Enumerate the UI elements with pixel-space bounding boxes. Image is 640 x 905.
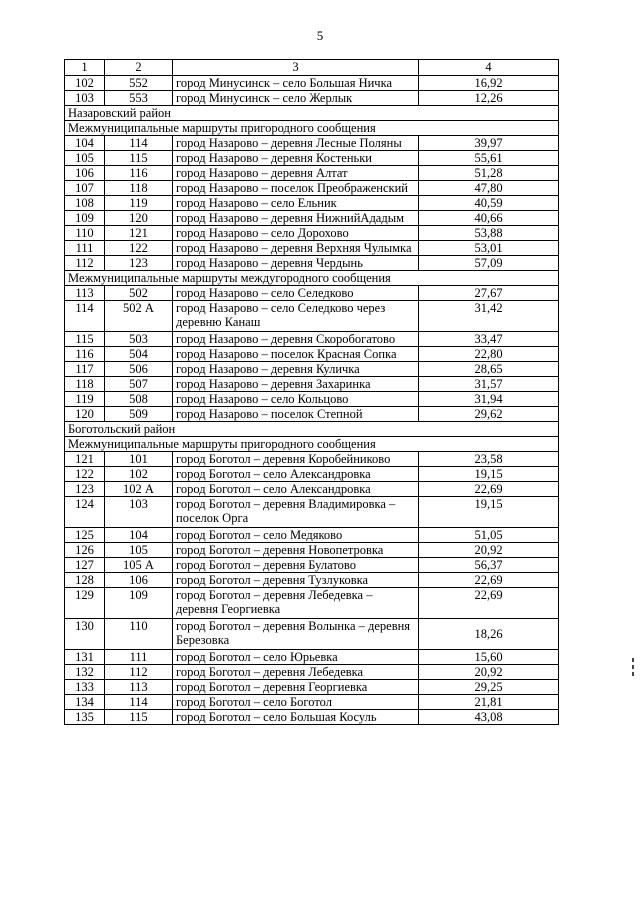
table-row bbox=[65, 151, 559, 166]
route-distance: 43,08 bbox=[419, 710, 559, 725]
route-distance: 20,92 bbox=[419, 665, 559, 680]
route-distance: 57,09 bbox=[419, 256, 559, 271]
route-code: 121 bbox=[105, 226, 173, 241]
table-row bbox=[65, 695, 559, 710]
section-heading: Межмуниципальные маршруты междугородного сообщения bbox=[65, 271, 559, 286]
route-distance: 19,15 bbox=[419, 467, 559, 482]
route-name: город Назарово – поселок Степной bbox=[173, 407, 419, 422]
row-number: 113 bbox=[65, 286, 105, 301]
route-distance: 39,97 bbox=[419, 136, 559, 151]
route-name: город Боготол – деревня Владимировка – поселок Орга bbox=[173, 497, 419, 528]
route-name: город Боготол – деревня Лебедевка bbox=[173, 665, 419, 680]
route-code: 123 bbox=[105, 256, 173, 271]
table-row bbox=[65, 407, 559, 422]
row-number: 106 bbox=[65, 166, 105, 181]
table-row bbox=[65, 301, 559, 332]
route-code: 113 bbox=[105, 680, 173, 695]
route-distance: 19,15 bbox=[419, 497, 559, 528]
table-row bbox=[65, 619, 559, 650]
route-code: 109 bbox=[105, 588, 173, 619]
route-code: 115 bbox=[105, 710, 173, 725]
route-name: город Боготол – деревня Волынка – деревня Березовка bbox=[173, 619, 419, 650]
table-row bbox=[65, 482, 559, 497]
section-heading: Назаровский район bbox=[65, 106, 559, 121]
route-distance: 29,25 bbox=[419, 680, 559, 695]
route-code: 508 bbox=[105, 392, 173, 407]
route-distance: 47,80 bbox=[419, 181, 559, 196]
row-number: 108 bbox=[65, 196, 105, 211]
table-header bbox=[65, 60, 559, 76]
row-number: 130 bbox=[65, 619, 105, 650]
table-row bbox=[65, 226, 559, 241]
row-number: 110 bbox=[65, 226, 105, 241]
route-distance: 22,69 bbox=[419, 588, 559, 619]
route-code: 552 bbox=[105, 76, 173, 91]
row-number: 124 bbox=[65, 497, 105, 528]
route-name: город Назарово – деревня НижнийАдадым bbox=[173, 211, 419, 226]
route-distance: 56,37 bbox=[419, 558, 559, 573]
route-distance: 31,57 bbox=[419, 377, 559, 392]
route-distance: 20,92 bbox=[419, 543, 559, 558]
route-name: город Назарово – село Селедково bbox=[173, 286, 419, 301]
table-row bbox=[65, 136, 559, 151]
table-row bbox=[65, 347, 559, 362]
table-row bbox=[65, 256, 559, 271]
table-row bbox=[65, 91, 559, 106]
route-name: город Боготол – село Большая Косуль bbox=[173, 710, 419, 725]
route-code: 103 bbox=[105, 497, 173, 528]
header-col-4: 4 bbox=[419, 60, 559, 76]
route-distance: 40,59 bbox=[419, 196, 559, 211]
table-row bbox=[65, 181, 559, 196]
route-code: 553 bbox=[105, 91, 173, 106]
row-number: 121 bbox=[65, 452, 105, 467]
row-number: 128 bbox=[65, 573, 105, 588]
row-number: 131 bbox=[65, 650, 105, 665]
row-number: 114 bbox=[65, 301, 105, 332]
route-code: 122 bbox=[105, 241, 173, 256]
section-heading-row bbox=[65, 422, 559, 437]
route-name: город Назарово – деревня Захаринка bbox=[173, 377, 419, 392]
route-distance: 15,60 bbox=[419, 650, 559, 665]
route-code: 115 bbox=[105, 151, 173, 166]
route-code: 116 bbox=[105, 166, 173, 181]
routes-table bbox=[64, 59, 559, 725]
table-row bbox=[65, 680, 559, 695]
route-name: город Назарово – деревня Алтат bbox=[173, 166, 419, 181]
table-row bbox=[65, 467, 559, 482]
route-distance: 51,05 bbox=[419, 528, 559, 543]
route-name: город Боготол – деревня Булатово bbox=[173, 558, 419, 573]
row-number: 135 bbox=[65, 710, 105, 725]
row-number: 120 bbox=[65, 407, 105, 422]
route-name: город Назарово – деревня Скоробогатово bbox=[173, 332, 419, 347]
page-number: 5 bbox=[316, 28, 324, 43]
route-code: 509 bbox=[105, 407, 173, 422]
table-row bbox=[65, 377, 559, 392]
route-code: 503 bbox=[105, 332, 173, 347]
route-distance: 28,65 bbox=[419, 362, 559, 377]
route-name: город Минусинск – село Жерлык bbox=[173, 91, 419, 106]
route-distance: 31,94 bbox=[419, 392, 559, 407]
row-number: 134 bbox=[65, 695, 105, 710]
section-heading-row bbox=[65, 106, 559, 121]
row-number: 116 bbox=[65, 347, 105, 362]
row-number: 117 bbox=[65, 362, 105, 377]
route-distance: 51,28 bbox=[419, 166, 559, 181]
section-heading: Боготольский район bbox=[65, 422, 559, 437]
route-code: 504 bbox=[105, 347, 173, 362]
route-name: город Минусинск – село Большая Ничка bbox=[173, 76, 419, 91]
route-code: 110 bbox=[105, 619, 173, 650]
header-col-1: 1 bbox=[65, 60, 105, 76]
route-name: город Боготол – село Медяково bbox=[173, 528, 419, 543]
route-name: город Назарово – село Ельник bbox=[173, 196, 419, 211]
route-name: город Боготол – деревня Лебедевка – деревня Георгиевка bbox=[173, 588, 419, 619]
route-distance: 18,26 bbox=[419, 619, 559, 650]
route-code: 105 bbox=[105, 543, 173, 558]
table-body bbox=[65, 76, 559, 725]
route-distance: 21,81 bbox=[419, 695, 559, 710]
row-number: 119 bbox=[65, 392, 105, 407]
table-row bbox=[65, 76, 559, 91]
table-row bbox=[65, 710, 559, 725]
route-code: 102 bbox=[105, 467, 173, 482]
row-number: 123 bbox=[65, 482, 105, 497]
table-row bbox=[65, 558, 559, 573]
route-distance: 53,88 bbox=[419, 226, 559, 241]
table-row bbox=[65, 497, 559, 528]
route-distance: 22,69 bbox=[419, 573, 559, 588]
row-number: 112 bbox=[65, 256, 105, 271]
route-code: 114 bbox=[105, 695, 173, 710]
table-row bbox=[65, 332, 559, 347]
route-name: город Боготол – село Юрьевка bbox=[173, 650, 419, 665]
header-col-3: 3 bbox=[173, 60, 419, 76]
route-name: город Назарово – деревня Чердынь bbox=[173, 256, 419, 271]
section-heading-row bbox=[65, 121, 559, 136]
route-distance: 27,67 bbox=[419, 286, 559, 301]
row-number: 126 bbox=[65, 543, 105, 558]
row-number: 109 bbox=[65, 211, 105, 226]
route-code: 118 bbox=[105, 181, 173, 196]
row-number: 107 bbox=[65, 181, 105, 196]
route-name: город Назарово – поселок Преображенский bbox=[173, 181, 419, 196]
route-distance: 31,42 bbox=[419, 301, 559, 332]
route-name: город Назарово – деревня Костеньки bbox=[173, 151, 419, 166]
row-number: 122 bbox=[65, 467, 105, 482]
route-code: 506 bbox=[105, 362, 173, 377]
route-code: 112 bbox=[105, 665, 173, 680]
row-number: 118 bbox=[65, 377, 105, 392]
route-distance: 22,69 bbox=[419, 482, 559, 497]
table-row bbox=[65, 166, 559, 181]
route-distance: 33,47 bbox=[419, 332, 559, 347]
route-distance: 40,66 bbox=[419, 211, 559, 226]
table-row bbox=[65, 241, 559, 256]
table-row bbox=[65, 650, 559, 665]
route-name: город Боготол – деревня Новопетровка bbox=[173, 543, 419, 558]
table-row bbox=[65, 543, 559, 558]
row-number: 102 bbox=[65, 76, 105, 91]
section-heading-row bbox=[65, 271, 559, 286]
route-distance: 22,80 bbox=[419, 347, 559, 362]
row-number: 105 bbox=[65, 151, 105, 166]
section-heading: Межмуниципальные маршруты пригородного сообщения bbox=[65, 121, 559, 136]
route-name: город Назарово – поселок Красная Сопка bbox=[173, 347, 419, 362]
route-name: город Боготол – село Александровка bbox=[173, 482, 419, 497]
row-number: 103 bbox=[65, 91, 105, 106]
row-number: 127 bbox=[65, 558, 105, 573]
row-number: 133 bbox=[65, 680, 105, 695]
route-name: город Боготол – деревня Георгиевка bbox=[173, 680, 419, 695]
route-distance: 23,58 bbox=[419, 452, 559, 467]
margin-marks bbox=[630, 655, 636, 679]
route-code: 119 bbox=[105, 196, 173, 211]
route-distance: 53,01 bbox=[419, 241, 559, 256]
row-number: 115 bbox=[65, 332, 105, 347]
route-name: город Боготол – деревня Тузлуковка bbox=[173, 573, 419, 588]
route-name: город Боготол – деревня Коробейниково bbox=[173, 452, 419, 467]
table-row bbox=[65, 196, 559, 211]
route-code: 102 А bbox=[105, 482, 173, 497]
route-distance: 55,61 bbox=[419, 151, 559, 166]
margin-mark bbox=[632, 658, 634, 662]
section-heading-row bbox=[65, 437, 559, 452]
route-distance: 12,26 bbox=[419, 91, 559, 106]
row-number: 129 bbox=[65, 588, 105, 619]
route-name: город Назарово – деревня Верхняя Чулымка bbox=[173, 241, 419, 256]
route-code: 120 bbox=[105, 211, 173, 226]
table-row bbox=[65, 665, 559, 680]
route-name: город Боготол – село Боготол bbox=[173, 695, 419, 710]
table-row bbox=[65, 452, 559, 467]
route-distance: 16,92 bbox=[419, 76, 559, 91]
route-name: город Назарово – деревня Куличка bbox=[173, 362, 419, 377]
table-row bbox=[65, 392, 559, 407]
row-number: 111 bbox=[65, 241, 105, 256]
route-name: город Назарово – село Дорохово bbox=[173, 226, 419, 241]
section-heading: Межмуниципальные маршруты пригородного сообщения bbox=[65, 437, 559, 452]
route-code: 105 А bbox=[105, 558, 173, 573]
row-number: 125 bbox=[65, 528, 105, 543]
route-code: 507 bbox=[105, 377, 173, 392]
route-distance: 29,62 bbox=[419, 407, 559, 422]
route-code: 101 bbox=[105, 452, 173, 467]
header-col-2: 2 bbox=[105, 60, 173, 76]
route-name: город Назарово – село Селедково через деревню Канаш bbox=[173, 301, 419, 332]
row-number: 132 bbox=[65, 665, 105, 680]
route-code: 114 bbox=[105, 136, 173, 151]
table-row bbox=[65, 573, 559, 588]
table-row bbox=[65, 362, 559, 377]
route-code: 106 bbox=[105, 573, 173, 588]
route-name: город Назарово – деревня Лесные Поляны bbox=[173, 136, 419, 151]
table-row bbox=[65, 286, 559, 301]
table-row bbox=[65, 588, 559, 619]
route-code: 111 bbox=[105, 650, 173, 665]
route-name: город Боготол – село Александровка bbox=[173, 467, 419, 482]
margin-mark bbox=[632, 665, 634, 669]
route-code: 104 bbox=[105, 528, 173, 543]
route-code: 502 А bbox=[105, 301, 173, 332]
table-row bbox=[65, 211, 559, 226]
route-code: 502 bbox=[105, 286, 173, 301]
table-row bbox=[65, 528, 559, 543]
route-name: город Назарово – село Кольцово bbox=[173, 392, 419, 407]
row-number: 104 bbox=[65, 136, 105, 151]
margin-mark bbox=[632, 672, 634, 676]
